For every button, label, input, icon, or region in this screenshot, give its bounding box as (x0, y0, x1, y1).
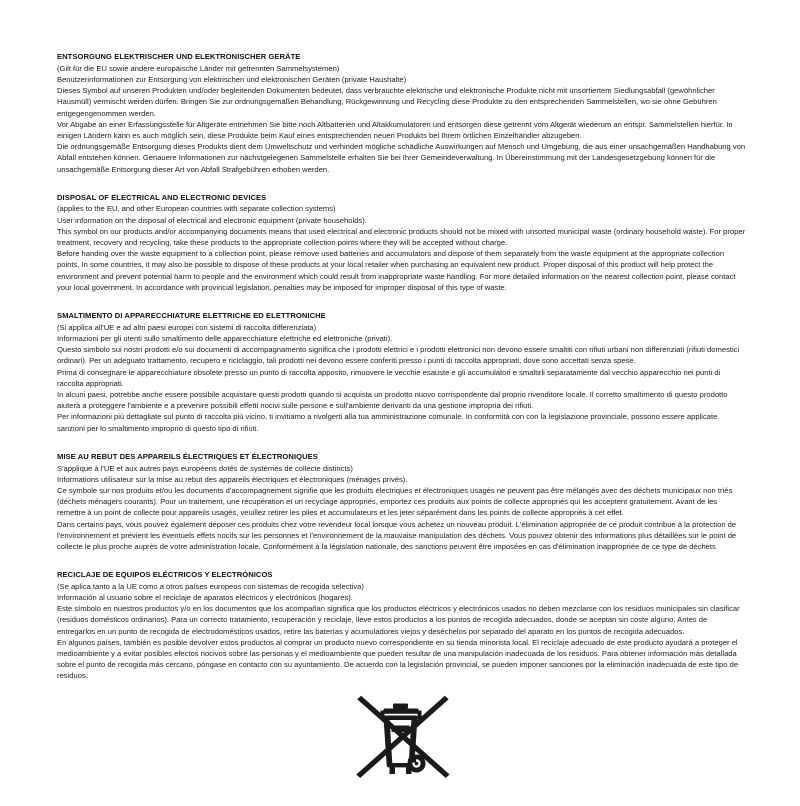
language-section-en (57, 192, 747, 293)
section-paragraph-es-1: Este símbolo en nuestros productos y/o en los documentos que los acompañan significa que los productos eléctricos y electrónicos usados no deben mezclarse con los residuos municipales sin clasificar (residuos domésticos ordinarios). Para un correcto tratamiento, recuperación y reciclaje, lleve estos productos a los puntos de recogida adecuados, donde se aceptan sin coste alguno. Antes de entregarlos en un punto de recogida de electrodomésticos usados, retire las baterías y acumuladores viejos y deséchelos por separado del aparato en los puntos de recogida adecuados. (57, 604, 740, 636)
language-section-es (57, 569, 747, 682)
section-paragraph-de-2: Vor Abgabe an einer Erfassungsstelle für Altgeräte entnehmen Sie bitte noch Altbatterien und Altakkumulatoren und entsorgen diese getrennt vom Altgerät wiederum an entspr. Sammelstellen hierfür. In einigen Ländern kann es auch möglich sein, diese Produkte beim Kauf eines entsprechenden neuen Produkts bei Ihrem örtlichen Einzelhändler abzugeben. (57, 119, 733, 140)
section-paragraph-it-1: Questo simbolo sui nostri prodotti e/o sui documenti di accompagnamento significa che i prodotti elettrici e i prodotti elettronici non devono essere smaltiti con rifiuti urbani non differenziati (rifiuti domestici ordinari). Per un adeguato trattamento, recupero e riciclaggio, tali prodotti nei devono essere conferiti presso i punti di raccolta appropriati, dove sono accettati senza spese. (57, 345, 740, 366)
section-subline-en-1: (applies to the EU, and other European countries with separate collection systems) (57, 204, 336, 214)
section-subline-it-2: Informazioni per gli utenti sullo smaltimento delle apparecchiature elettriche ed elettroniche (privati). (57, 333, 393, 343)
section-paragraph-it-2: Prima di consegnare le apparecchiature obsolete presso un punto di raccolta apposito, rimuovere le vecchie esauste e gli accumulatori e smaltirli separatamente dal vecchio apparecchio nei punti di raccolta appropriati. (57, 367, 721, 388)
section-paragraph-en-1: This symbol on our products and/or accompanying documents means that used electrical and electronic products should not be mixed with unsorted municipal waste (ordinary household waste). For proper treatment, recovery and recycling, take these products to the appropriate collection points where they will be accepted without charge. (57, 226, 746, 248)
section-paragraph-es-2: En algunos países, también es posible devolver estos productos al comprar un producto nuevo correspondiente en su tienda minorista local. El reciclaje adecuado de este producto ayudará a proteger el medioambiente y a evitar posibles efectos nocivos sobre las personas y el medioambiente que pueden resultar de una manipulación inadecuada de los residuos. Para obtener información más detallada sobre el punto de recogida más cercano, póngase en contacto con su ayuntamiento. De acuerdo con la legislación provincial, se pueden imponer sanciones por la eliminación inadecuada de este tipo de residuos. (57, 637, 739, 681)
document-body (57, 51, 747, 682)
section-heading-it: SMALTIMENTO DI APPARECCHIATURE ELETTRICHE ED ELETTRONICHE (57, 311, 326, 321)
section-paragraph-fr-2: Dans certains pays, vous pouvez également déposer ces produits chez votre revendeur local lorsque vous achetez un nouveau produit. L'élimination appropriée de ce produit contribue à la protection de l'environnement et prévient les éventuels effets nocifs sur les personnes et l'environnement de la mauvaise manipulation des déchets. Vous pouvez obtenir des informations plus détaillées sur le point de collecte le plus proche auprès de votre administration locale. Conformément à la législation nationale, des sanctions peuvent être imposées en cas d'élimination inappropriée de ce type de déchets (57, 519, 737, 551)
section-paragraph-de-3: Die ordnungsgemäße Entsorgung dieses Produkts dient dem Umweltschutz und verhindert mögliche schädliche Auswirkungen auf Mensch und Umgebung, die aus einer unsachgemäßen Handhabung von Abfall entstehen können. Genauere Informationen zur nächstgelegenen Sammelstelle erhalten Sie bei Ihrer Gemeindeverwaltung. In Übereinstimmung mit der Landesgesetzgebung können für die unsachgemäße Entsorgung dieser Art von Abfall Strafgebühren erhoben werden. (57, 142, 746, 174)
section-heading-es: RECICLAJE DE EQUIPOS ELÉCTRICOS Y ELECTRÓNICOS (57, 570, 273, 580)
section-subline-es-2: Información al usuario sobre el reciclaje de aparatos eléctricos y electrónicos (hogares). (57, 593, 353, 603)
section-subline-it-1: (Si applica all'UE e ad altri paesi europei con sistemi di raccolta differenziata) (57, 322, 317, 332)
section-subline-fr-2: Informations utilisateur sur la mise au rebut des appareils électriques et électroniques (ménages privés). (57, 474, 408, 484)
section-paragraph-it-4: Per informazioni più dettagliate sul punto di raccolta più vicino, ti invitiamo a rivolgerti alla tua amministrazione comunale. In conformità con con la legislazione provinciale, possono essere applicate sanzioni per lo smaltimento improprio di questo tipo di rifiuti. (57, 412, 718, 433)
section-subline-en-2: User information on the disposal of electrical and electronic equipment (private households). (57, 215, 367, 225)
section-heading-en: DISPOSAL OF ELECTRICAL AND ELECTRONIC DEVICES (57, 192, 267, 202)
section-paragraph-it-3: In alcuni paesi, potrebbe anche essere possibile acquistare questi prodotti quando si acquista un prodotto nuovo corrispondente dal proprio rivenditore locale. Il corretto smaltimento di questo prodotto aiuterà a proteggere l'ambiente e a prevenire possibili effetti nocivi sulle persone e sull'ambiente derivanti da una gestione impropria dei rifiuti. (57, 389, 728, 411)
section-heading-de: ENTSORGUNG ELEKTRISCHER UND ELEKTRONISCHER GERÄTE (57, 52, 301, 61)
language-section-it (57, 310, 747, 434)
language-section-de (57, 51, 747, 175)
section-paragraph-en-2: Before handing over the waste equipment to a collection point, please remove used batteries and accumulators and dispose of them separately from the waste equipment at the appropriate collection points. In some countries, it may also be possible to dispose of these products at your local retailer when purchasing an equivalent new product. Proper disposal of this product will help protect the environment and prevent potential harm to people and the environment which could result from inappropriate waste handling. For more detailed information on the nearest collection point, please contact your local government. In accordance with provincial legislation, penalties may be imposed for improper disposal of this type of waste. (57, 249, 736, 292)
crossed-out-wheelie-bin-icon (341, 694, 461, 806)
section-paragraph-fr-1: Ce symbole sur nos produits et/ou les documents d'accompagnement signifie que les produits électriques et électroniques usagés ne peuvent pas être mélangés avec des déchets municipaux non triés (déchets ménagers courants). Pour un traitement, une récupération et un recyclage appropriés, emportez ces produits aux points de collecte appropriés qui les acceptent gratuitement. Avant de les remettre à un point de collecte pour appareils usagés, veuillez retirer les piles et accumulateurs et les jeter séparément dans les points de collecte appropriés à cet effet. (57, 485, 733, 518)
section-subline-de-1: (Gilt für die EU sowie andere europäische Länder mit getrennten Sammelsystemen) (57, 63, 340, 73)
weee-symbol-container (57, 694, 745, 806)
section-subline-fr-1: S'applique à l'UE et aux autres pays européens dotés de systèmes de collecte distincts) (57, 463, 353, 473)
section-paragraph-de-1: Dieses Symbol auf unseren Produkten und/oder begleitenden Dokumenten bedeutet, dass verbrauchte elektrische und elektronische Produkte nicht mit unsortiertem Siedlungsabfall (gewöhnlicher Hausmüll) vermischt werden dürfen. Bringen Sie zur ordnungsgemäßen Behandlung, Rückgewinnung und Recycling diese Produkte zu den entsprechenden Sammelstellen, wo sie ohne Gebühren entgegengenommen werden. (57, 86, 717, 118)
section-subline-es-1: (Se aplica tanto a la UE como a otros países europeos con sistemas de recogida selectiva) (57, 581, 364, 591)
section-heading-fr: MISE AU REBUT DES APPAREILS ÉLECTRIQUES ET ÉLECTRONIQUES (57, 451, 318, 461)
language-section-fr (57, 451, 747, 552)
section-subline-de-2: Benutzerinformationen zur Entsorgung von elektrischen und elektronischen Geräten (private Haushalte) (57, 74, 407, 84)
